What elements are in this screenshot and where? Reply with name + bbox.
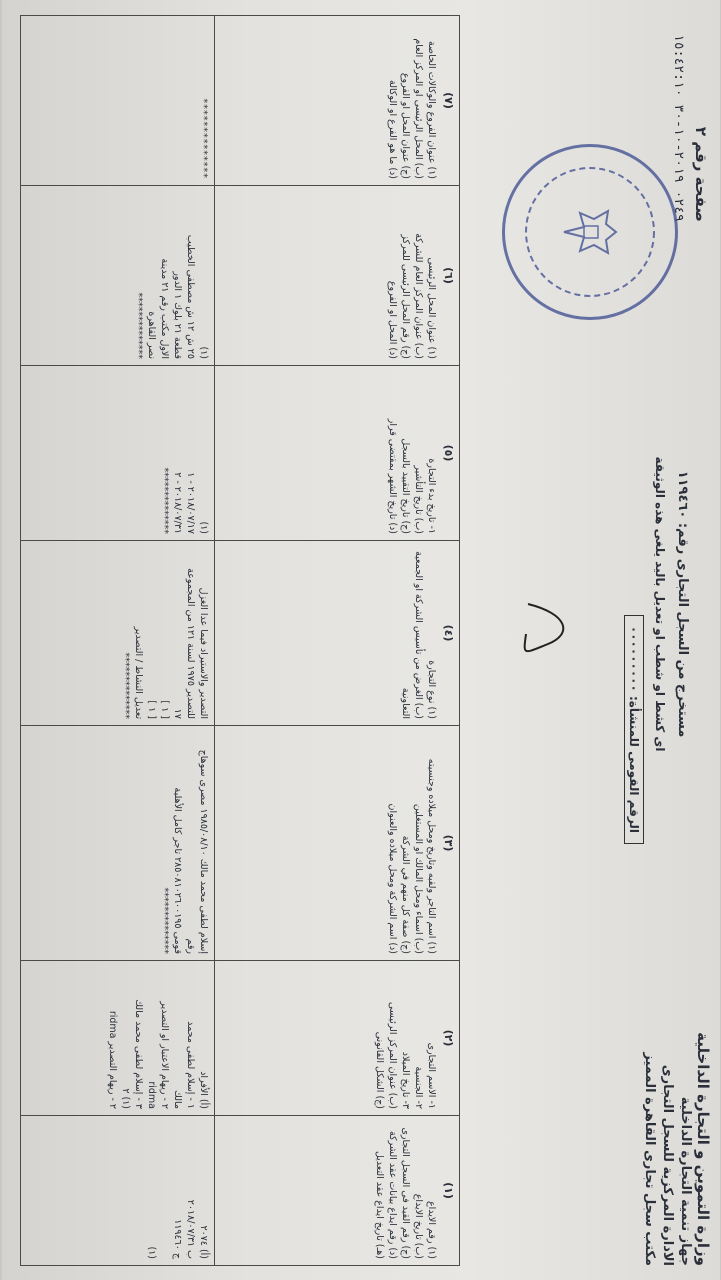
document-paper [2, 0, 720, 1280]
entry-activity: التصدير والاستيراد فيما عدا الغزل للتصدير ١٩٧٥ لسنة ١٢١ من المجموعة ١٧ [ ١ ] [ ١ ] تعديل النشاط / التصدير ************** [21, 541, 215, 726]
signature-mark-icon [518, 594, 578, 664]
col-label-2 [215, 961, 460, 1116]
col-index: (٣) [442, 834, 455, 852]
table-row-labels [215, 16, 460, 1266]
col-label-5 [215, 366, 460, 541]
entry-address: (١) ٢٥ ش ١٢ ش مصطفى الخطيب قطعة ٢١ بلوك ١ الدور الاول مكتب رقم ٢١ مدينة نصر القاهرة ************** [21, 186, 215, 366]
col-desc: (١) عنوان الفروع والوكالات الخاصة (ب) المحل الرئيسى او المركز العام (ج) عنوان المحل او الفروع (د) ما هو الفرع او الوكالة [387, 38, 437, 179]
office-name: مكتب سجل تجارى القاهرة المميز [642, 1052, 657, 1266]
page-number: صفحة رقم ٢ [692, 126, 710, 222]
entry-dates: (١) ٢٠١٨/٠٧/١٧ - ١ ٢٠١٨/٠٧/٣١ - ٢ ************** [21, 366, 215, 541]
ministry-name: وزارة التموين و التجارة الداخلية [694, 1032, 712, 1266]
table-row-entries [21, 16, 215, 1266]
register-table [20, 15, 460, 1266]
col-label-7 [215, 16, 460, 186]
agency-name: جهاز تنمية التجارة الداخلية [678, 1096, 693, 1266]
page-info [671, 34, 710, 222]
col-desc: (١) عنوان المحل الرئيسى (ب) عنوان المركز العام للشركة (ج) رقم المحل الرئيسى للمركز (د) المحل او الفروع [387, 233, 437, 359]
col-label-6 [215, 186, 460, 366]
department-name: الادارة المركزية للسجل التجارى [660, 1064, 675, 1266]
col-index: (٢) [442, 1029, 455, 1047]
entry-owner: إسلام لطفى محمد مالك ١٩٨٥/٠٨/١٠ مصرى سوهاج رقم قومى ٢٨٥٠٨١٠٢٦٠٠١٩٥ تاجر كامل الأهلية ************** [21, 726, 215, 961]
document-title [653, 304, 690, 904]
col-desc: (١) نوع التجارة (ب) الغرض من تأسيس الشركة او الجمعية التعاونية [400, 551, 437, 719]
col-label-1 [215, 1116, 460, 1266]
print-timestamp: ٠٢٤٩ ٢٠١٩-١٠-٣٠ ١٥:٤٢:١٠ [671, 34, 686, 222]
col-index: (٧) [442, 92, 455, 109]
col-index: (٤) [442, 624, 455, 642]
extract-document [12, 4, 718, 1274]
col-index: (٦) [442, 267, 455, 284]
col-desc: ١- تاريخ بدء التجارة (ب) تاريخ التأشير (ج) تاريخ التقييد بالسجل (د) تاريخ الشهر بمقتضى قرار [387, 418, 437, 534]
col-desc: ١- الاسم التجارى ٢- الجنسية ٣- تاريخ الميلاد (ب) عنوان المركز الرئيسى (ج) الشكل القانونى [374, 1001, 437, 1109]
col-label-3 [215, 726, 460, 961]
entry-branches: ************** [21, 16, 215, 186]
col-desc: (١) اسم التاجر ولقبه وتاريخ ومحل ميلاده وجنسيته (ب) اسماء ومحل المالك او المستغلين (ج) صفة كل منهم في الشركة (د) اسم الشركة ومحل ميلاده والعنوان [387, 758, 437, 954]
ministry-header [640, 1032, 712, 1266]
col-desc: (١) رقم الايداع (ب) تاريخ الايداع (ج) رقم القيد فى السجل التجارى (د) رقم ايداع بيانات عقد الشركة (هـ) تاريخ ايداع عقد التعديل [374, 1127, 437, 1259]
col-label-4 [215, 541, 460, 726]
entry-trade-name: (أ) الأفراد ١ - إسلام لطفى محمد مالك ٢ - ريهام الاعتبار او التصدير ridma ٣ - إسلام لطفى محمد مالك (١) ٢ ٢ - ريهام التصدير ridma [21, 961, 215, 1116]
tamper-warning: اى كشط او شطب او تعديل باليد يلغى هذه الوثيقة [653, 456, 667, 752]
entry-deposit: (أ) ٢٠٧٤ ب ٢٠١٨/٠٧/٣١ ج ١١٩٤٦٠ (١) [21, 1116, 215, 1266]
national-number-box: الرقم القومى للمنشأة: ٠٠٠٠٠٠٠٠٠ [624, 615, 644, 844]
official-seal [502, 144, 678, 320]
col-index: (٥) [442, 444, 455, 462]
eagle-emblem-icon [560, 205, 620, 259]
col-index: (١) [442, 1182, 455, 1199]
extract-title: مستخرج من السجل التجارى رقم: ١١٩٤٦٠ [675, 470, 690, 738]
